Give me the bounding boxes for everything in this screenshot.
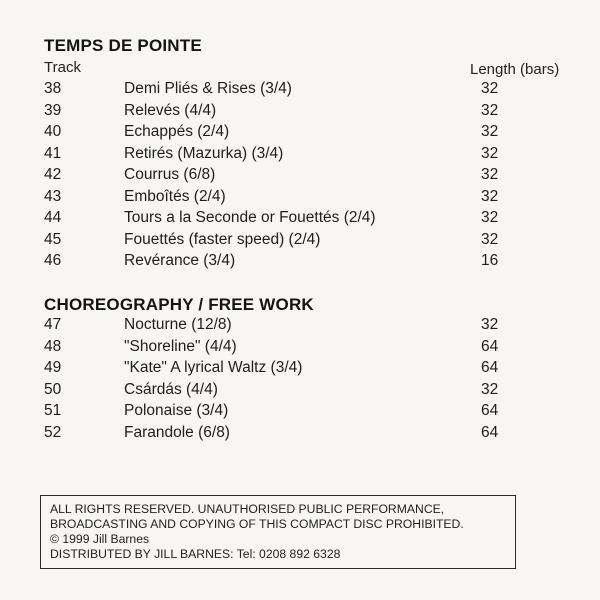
track-title: Emboîtés (2/4): [124, 187, 226, 205]
track-title: Polonaise (3/4): [124, 402, 229, 419]
track-row: [0, 145, 600, 167]
track-number: 38: [44, 80, 62, 97]
track-number: 45: [44, 230, 62, 248]
track-number: 44: [44, 209, 62, 226]
track-length: 64: [481, 402, 499, 419]
track-title: Echappés (2/4): [124, 123, 230, 140]
track-row: [0, 102, 600, 124]
track-length: 32: [481, 316, 499, 333]
track-title: Csárdás (4/4): [124, 380, 218, 398]
track-number: 47: [44, 316, 62, 333]
track-row: [0, 166, 600, 188]
notice-line-distributor: DISTRIBUTED BY JILL BARNES: Tel: 0208 892 6328: [50, 547, 341, 561]
track-length: 32: [481, 209, 499, 226]
track-column-header: Track: [44, 59, 81, 76]
track-length: 32: [481, 166, 499, 183]
track-title: Courrus (6/8): [124, 166, 216, 183]
track-number: 40: [44, 123, 62, 140]
track-length: 64: [481, 359, 499, 376]
track-length: 32: [481, 80, 499, 97]
length-column-header: Length (bars): [470, 61, 560, 78]
notice-line-copyright: © 1999 Jill Barnes: [50, 532, 150, 546]
track-title: Demi Pliés & Rises (3/4): [124, 80, 292, 97]
track-title: Fouettés (faster speed) (2/4): [124, 230, 321, 248]
track-row: [0, 338, 600, 360]
track-length: 32: [481, 123, 499, 140]
track-row: [0, 209, 600, 231]
track-title: "Kate" A lyrical Waltz (3/4): [124, 359, 303, 376]
track-number: 48: [44, 337, 62, 355]
track-length: 64: [481, 337, 499, 355]
track-number: 41: [44, 144, 62, 162]
track-number: 39: [44, 101, 62, 119]
section-heading-choreography: CHOREOGRAPHY / FREE WORK: [44, 295, 314, 314]
track-row: [0, 402, 600, 424]
track-number: 51: [44, 402, 62, 419]
track-length: 32: [481, 144, 499, 162]
track-title: Tours a la Seconde or Fouettés (2/4): [124, 209, 376, 226]
notice-line-prohibited: BROADCASTING AND COPYING OF THIS COMPACT DISC PROHIBITED.: [50, 517, 464, 531]
track-row: [0, 424, 600, 446]
track-title: Revérance (3/4): [124, 252, 236, 269]
track-length: 32: [481, 101, 499, 119]
track-row: [0, 381, 600, 403]
track-title: Farandole (6/8): [124, 423, 230, 441]
notice-line-rights: ALL RIGHTS RESERVED. UNAUTHORISED PUBLIC PERFORMANCE,: [50, 502, 445, 516]
track-title: Nocturne (12/8): [124, 316, 232, 333]
track-row: [0, 359, 600, 381]
track-number: 43: [44, 187, 62, 205]
track-number: 46: [44, 252, 62, 269]
track-number: 52: [44, 423, 62, 441]
track-length: 64: [481, 423, 499, 441]
track-number: 42: [44, 166, 62, 183]
track-row: [0, 123, 600, 145]
track-length: 32: [481, 187, 499, 205]
track-number: 50: [44, 380, 62, 398]
track-row: [0, 316, 600, 338]
track-row: [0, 80, 600, 102]
track-title: Retirés (Mazurka) (3/4): [124, 144, 284, 162]
track-row: [0, 188, 600, 210]
track-length: 16: [481, 252, 499, 269]
track-row: [0, 231, 600, 253]
section-heading-temps-de-pointe: TEMPS DE POINTE: [44, 36, 202, 55]
track-row: [0, 252, 600, 274]
track-length: 32: [481, 230, 499, 248]
copyright-notice-box: [40, 495, 516, 569]
track-number: 49: [44, 359, 62, 376]
track-title: Relevés (4/4): [124, 101, 217, 119]
track-length: 32: [481, 380, 499, 398]
track-title: "Shoreline" (4/4): [124, 337, 237, 355]
